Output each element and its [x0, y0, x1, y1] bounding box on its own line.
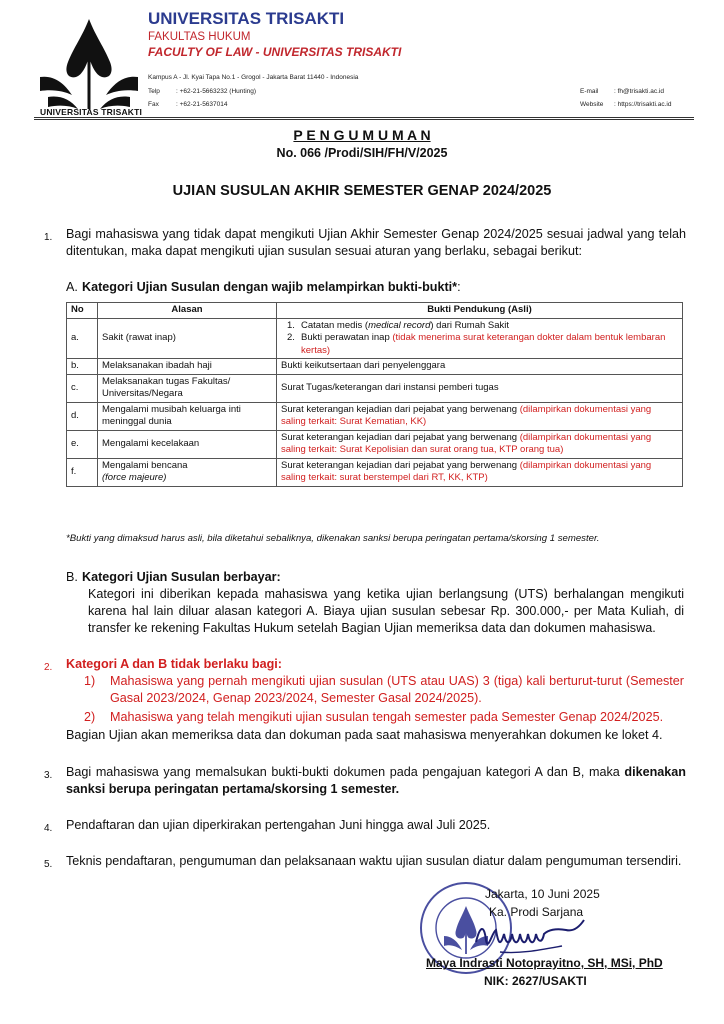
- point-number: 1.: [287, 319, 295, 331]
- email-label: E-mail: [580, 88, 599, 95]
- signatory-nik: NIK: 2627/USAKTI: [484, 974, 587, 988]
- row-bukti: [277, 318, 683, 359]
- row-bukti: Bukti keikutsertaan dari penyelenggara: [277, 359, 683, 375]
- item-2-number: 2.: [44, 662, 53, 673]
- item-1-text: Bagi mahasiswa yang tidak dapat mengikuti Ujian Akhir Semester Genap 2024/2025 sesuai jadwal yang telah ditentukan, maka dapat mengikuti ujian susulan sesuai aturan yang berlaku, sebagai berikut:: [66, 227, 686, 258]
- item-4-text: Pendaftaran dan ujian diperkirakan pertengahan Juni hingga awal Juli 2025.: [66, 818, 491, 832]
- section-a-title-text: Kategori Ujian Susulan dengan wajib melampirkan bukti-bukti*: [82, 280, 458, 294]
- alasan-emphasis: (force majeure): [102, 472, 167, 483]
- item-2-point-2: Mahasiswa yang telah mengikuti ujian susulan tengah semester pada Semester Genap 2024/2025.: [110, 710, 664, 724]
- website-value: : https://trisakti.ac.id: [614, 101, 672, 108]
- point-text-red: (tidak menerima surat keterangan dokter dalam bentuk lembaran kertas): [301, 332, 666, 356]
- bukti-text: Surat keterangan kejadian dari pejabat yang berwenang: [281, 459, 520, 471]
- point-emphasis: medical record: [368, 319, 431, 331]
- header-divider-second: [34, 119, 694, 120]
- item-2-title: Kategori A dan B tidak berlaku bagi:: [66, 657, 282, 671]
- col-header-alasan: Alasan: [98, 303, 277, 319]
- row-no: f.: [67, 458, 98, 486]
- table-row: [67, 458, 683, 486]
- section-b-title: Kategori Ujian Susulan berbayar:: [82, 570, 281, 584]
- announcement-subject: UJIAN SUSULAN AKHIR SEMESTER GENAP 2024/2025: [172, 183, 552, 199]
- col-header-no: No: [67, 303, 98, 319]
- row-bukti: [277, 458, 683, 486]
- row-bukti: Surat Tugas/keterangan dari instansi pemberi tugas: [277, 374, 683, 402]
- table-row: [67, 318, 683, 359]
- table-row: [67, 359, 683, 375]
- logo-caption: UNIVERSITAS TRISAKTI: [40, 107, 143, 117]
- item-5-number: 5.: [44, 859, 53, 870]
- row-no: b.: [67, 359, 98, 375]
- bukti-point-1: [281, 320, 678, 333]
- website-label: Website: [580, 101, 604, 108]
- signatory-name: Maya Indrasti Notoprayitno, SH, MSi, PhD: [426, 956, 663, 970]
- item-3-text: [66, 764, 686, 798]
- item-3-text-bold: dikenakan sanksi berupa peringatan pertama/skorsing 1 semester.: [66, 765, 686, 796]
- section-a-label: A.: [66, 280, 78, 294]
- table-row: [67, 430, 683, 458]
- table-footnote: *Bukti yang dimaksud harus asli, bila diketahui sebaliknya, dikenakan sanksi berupa peringatan pertama/skorsing 1 semester.: [66, 533, 600, 544]
- fax-label: Fax: [148, 101, 159, 108]
- row-no: c.: [67, 374, 98, 402]
- table-header-row: [67, 303, 683, 319]
- point-text: [301, 332, 678, 357]
- section-b-label: B.: [66, 570, 78, 584]
- table-row: [67, 402, 683, 430]
- university-logo: [34, 12, 144, 122]
- point-text-main: Bukti perawatan inap: [301, 332, 393, 343]
- telp-label: Telp: [148, 88, 160, 95]
- university-name: UNIVERSITAS TRISAKTI: [148, 9, 345, 28]
- telp-value: : +62-21-5663232 (Hunting): [176, 88, 257, 95]
- table-row: [67, 374, 683, 402]
- row-bukti: [277, 430, 683, 458]
- item-1-number: 1.: [44, 232, 53, 243]
- bukti-text-red: (dilampirkan dokumentasi yang saling terkait: Surat Kepolisian dan surat orang tua, KTP orang tua): [281, 431, 652, 455]
- row-alasan: Mengalami musibah keluarga inti meninggal dunia: [98, 402, 277, 430]
- row-no: e.: [67, 430, 98, 458]
- item-3-text-main: Bagi mahasiswa yang memalsukan bukti-bukti dokumen pada pengajuan kategori A dan B, maka: [66, 765, 625, 779]
- row-bukti: [277, 402, 683, 430]
- item-2-point-1-number: 1): [84, 674, 96, 688]
- row-alasan: [98, 458, 277, 486]
- item-2-point-2-number: 2): [84, 710, 96, 724]
- announcement-heading: P E N G U M U M A N: [293, 127, 431, 143]
- handwritten-signature: [470, 912, 590, 960]
- item-2-point-1: Mahasiswa yang pernah mengikuti ujian susulan (UTS atau UAS) 3 (tiga) kali berturut-turut (Semester Gasal 2023/2024, Genap 2023/2024, Semester Gasal 2024/2025).: [110, 674, 684, 705]
- item-5-text: Teknis pendaftaran, pengumuman dan pelaksanaan waktu ujian susulan diatur dalam pengumuman tersendiri.: [66, 854, 682, 868]
- row-alasan: Sakit (rawat inap): [98, 318, 277, 359]
- item-2-note: Bagian Ujian akan memeriksa data dan dokuman pada saat mahasiswa menyerahkan dokumen ke loket 4.: [66, 728, 663, 742]
- item-4-number: 4.: [44, 823, 53, 834]
- signature-place-date: Jakarta, 10 Juni 2025: [485, 887, 600, 901]
- fax-value: : +62-21-5637014: [176, 101, 228, 108]
- faculty-name-english: FACULTY OF LAW - UNIVERSITAS TRISAKTI: [148, 45, 402, 59]
- point-text: Catatan medis (: [301, 319, 369, 331]
- row-no: d.: [67, 402, 98, 430]
- section-b-text: Kategori ini diberikan kepada mahasiswa yang ketika ujian berlangsung (UTS) berhalangan mengikuti karena hal lain diluar alasan kategori A. Biaya ujian susulan sebesar Rp. 300.000,- per Mata Kuliah, di transfer ke rekening Fakultas Hukum setelah Bagian Ujian memeriksa data dan dokumen mahasiswa.: [88, 587, 684, 635]
- point-number: 2.: [287, 332, 295, 343]
- bukti-text: Surat keterangan kejadian dari pejabat yang berwenang: [281, 403, 520, 415]
- campus-address: Kampus A - Jl. Kyai Tapa No.1 - Grogol - Jakarta Barat 11440 - Indonesia: [148, 74, 359, 81]
- header-divider: [34, 117, 694, 118]
- signature-role: Ka. Prodi Sarjana: [489, 905, 584, 919]
- section-a-colon: :: [457, 280, 461, 294]
- evidence-table: [66, 302, 683, 487]
- row-alasan: Melaksanakan tugas Fakultas/ Universitas/Negara: [98, 374, 277, 402]
- row-alasan: Melaksanakan ibadah haji: [98, 359, 277, 375]
- bukti-text-red: (dilampirkan dokumentasi yang saling terkait: Surat Kematian, KK): [281, 403, 652, 427]
- bukti-point-2: [281, 332, 678, 357]
- alasan-text: Mengalami bencana: [102, 459, 188, 471]
- faculty-name: FAKULTAS HUKUM: [148, 31, 251, 43]
- email-value: : fh@trisakti.ac.id: [614, 88, 664, 95]
- row-no: a.: [67, 318, 98, 359]
- section-a-title: [82, 279, 461, 296]
- point-text-end: ) dari Rumah Sakit: [430, 319, 510, 331]
- item-3-number: 3.: [44, 770, 53, 781]
- announcement-number: No. 066 /Prodi/SIH/FH/V/2025: [276, 146, 448, 160]
- bukti-text-red: (dilampirkan dokumentasi yang saling terkait: surat berstempel dari RT, KK, KTP): [281, 459, 652, 483]
- col-header-bukti: Bukti Pendukung (Asli): [277, 303, 683, 319]
- bukti-text: Surat keterangan kejadian dari pejabat yang berwenang: [281, 431, 520, 443]
- row-alasan: Mengalami kecelakaan: [98, 430, 277, 458]
